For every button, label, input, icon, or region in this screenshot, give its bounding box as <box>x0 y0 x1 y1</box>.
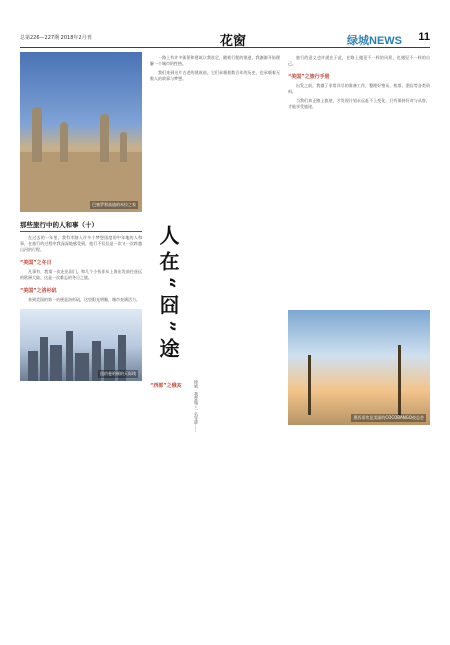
body-paragraph: 一路上有许多街景和建筑让我驻足，随着行程的推进，我渐渐开始理解一个城市的性格。 <box>150 55 280 66</box>
body-paragraph: 当我们真正踏上旅途，才发现计划永远赶不上变化，只有保持好奇与从容，才能享受旅途。 <box>288 98 430 109</box>
building-shape <box>75 353 89 381</box>
nightclub-photo <box>288 310 430 425</box>
palm-shape <box>308 355 311 415</box>
body-paragraph: 来到美国的第一站便是洛杉矶，这里阳光明媚，城市充满活力。 <box>28 297 140 302</box>
body-paragraph: 我们来到这片古老的建筑前，它们承载着数百年的历史，也承载着无数人的故事与梦想。 <box>150 70 280 81</box>
building-shape <box>50 345 62 381</box>
building-shape <box>28 351 38 381</box>
page-header <box>20 30 430 48</box>
page-number: 11 <box>418 31 430 43</box>
body-paragraph: 出发之前，我做了非常详尽的准备工作，整理好签证、机票、酒店等各类资料。 <box>288 83 430 94</box>
photo-caption: 墨西哥坎昆美丽的COCOBANGO夜总会 <box>353 415 424 420</box>
photo-caption: 纽约曼哈顿的天际线 <box>100 371 136 376</box>
building-shape <box>40 337 48 381</box>
section-heading: “美国”之洛杉矶 <box>20 288 57 294</box>
intro-paragraph: 在过去的一年里，我有幸踏入许多个梦想国度的中年地的人和事，在旅行的过程中我深深地感受到，旅行不仅仅是一次又一次跨越山河的行程。 <box>20 235 142 252</box>
feature-author: 徐斌：我曾做了一名导游…… <box>194 380 199 432</box>
palm-shape <box>398 345 401 415</box>
feature-title: 人在“囧”途 <box>156 225 180 365</box>
rooftop-photo <box>20 52 142 212</box>
chimney-shape <box>32 107 42 162</box>
article-title: 那些旅行中的人和事（十） <box>20 220 142 232</box>
building-shape <box>66 331 73 381</box>
chimney-shape <box>120 132 127 162</box>
section-heading: “美国”之冬日 <box>20 260 52 266</box>
section-heading: “西部”之俄亥 <box>150 383 182 389</box>
body-paragraph: 凡事有，我第一次走出国门，和几个小伙伴从上海出发前往遥远的欧洲大陆。这是一次难忘的冬日之旅。 <box>20 269 142 280</box>
section-heading: “美国”之旅行手册 <box>288 74 330 80</box>
skyline-photo <box>20 309 142 381</box>
feature-title-block <box>154 225 199 565</box>
column-right <box>288 52 430 627</box>
photo-caption: 巴塞罗那高迪的米拉之家 <box>92 202 136 207</box>
section-title: 花窗 <box>220 34 247 49</box>
chimney-shape <box>60 122 68 162</box>
column-left <box>20 52 142 627</box>
brand-logo: 绿城NEWS <box>347 35 402 47</box>
issue-info: 总第226—227期 2018年2月刊 <box>20 35 92 41</box>
body-paragraph: 旅行的意义也许就在于此，在路上遇见不一样的风景，也遇见不一样的自己。 <box>288 55 430 66</box>
chimney-shape <box>100 114 109 162</box>
